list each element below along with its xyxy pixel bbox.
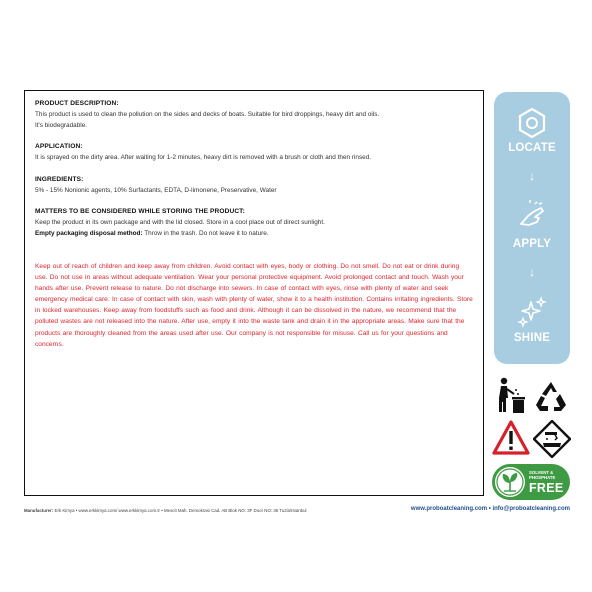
- corrosive-hazard-icon: [533, 420, 571, 458]
- badge-small-line-1: SOLVENT &: [529, 470, 554, 475]
- footer: [24, 506, 570, 516]
- shine-label: SHINE: [513, 332, 551, 344]
- application-section: [35, 143, 473, 164]
- locate-label: LOCATE: [508, 142, 556, 154]
- disposal-line: [35, 229, 473, 240]
- manufacturer-address: Mescit Mah. Demokrasi Cad. AB Blok NO: 3F Door NO: 36 Tuzla/Istanbul: [164, 508, 307, 513]
- manufacturer-info: Manufacturer: Erk Kimya • www.erkkimya.com/ www.erkkimya.com.tr • Mescit Mah. Demokrasi Cad. AB Blok NO: 3F Door NO: 36 Tuzla/Istanbul: [24, 508, 307, 513]
- manufacturer-web[interactable]: www.erkkimya.com/ www.erkkimya.com.tr: [78, 508, 161, 513]
- shine-sparkle-icon: [515, 294, 549, 328]
- ingredients-section: [35, 176, 473, 197]
- leaf-plant-icon: [495, 467, 525, 497]
- apply-label: APPLY: [512, 238, 552, 250]
- solvent-phosphate-free-badge: [492, 464, 570, 500]
- description-line-2: It's biodegradable.: [35, 121, 88, 129]
- application-text: It is sprayed on the dirty area. After waiting for 1-2 minutes, heavy dirt is removed with a brush or cloth and then rinsed.: [35, 154, 372, 161]
- description-section: [35, 100, 473, 131]
- leaf-badge-circle: [495, 467, 525, 497]
- storage-section: [35, 208, 473, 239]
- disposal-text: Throw in the trash. Do not leave it to nature.: [142, 229, 269, 237]
- apply-spray-hand-icon: [515, 198, 549, 232]
- storage-title: MATTERS TO BE CONSIDERED WHILE STORING THE PRODUCT:: [35, 208, 245, 215]
- manufacturer-name: Erk Kimya: [54, 508, 75, 513]
- warning-exclamation-icon: [492, 420, 530, 456]
- arrow-down-icon: ↓: [529, 265, 535, 279]
- ingredients-text: 5% - 15% Nonionic agents, 10% Surfactants, EDTA, D-limonene, Preservative, Water: [35, 186, 277, 194]
- badge-small-line-2: PHOSPHATE: [529, 475, 556, 480]
- contact-links[interactable]: www.proboatcleaning.com • info@proboatcleaning.com: [410, 506, 570, 512]
- manufacturer-label: Manufacturer:: [24, 508, 54, 513]
- recycle-icon: [532, 378, 570, 416]
- application-title: APPLICATION:: [35, 143, 83, 150]
- storage-text: Keep the product in its own package and with the lid closed. Store in a cool place out of direct sunlight.: [35, 219, 325, 226]
- locate-bolt-icon: [515, 106, 549, 140]
- badge-free-text: FREE: [529, 481, 564, 495]
- disposal-label: Empty packaging disposal method:: [35, 229, 143, 237]
- description-line-1: This product is used to clean the pollution on the sides and decks of boats. Suitable for bird droppings, heavy dirt and oils.: [35, 111, 380, 118]
- ingredients-title: INGREDIENTS:: [35, 175, 84, 183]
- arrow-down-icon: ↓: [529, 169, 535, 183]
- trash-disposal-icon: [494, 376, 528, 416]
- warning-text: Keep out of reach of children and keep away from children. Avoid contact with eyes, body or clothing. Do not smell. Do not eat or drink during use. Do not use in areas without adequate ventilation. Wear your personal protective equipment. Avoid prolonged contact and touch. Wash your hands after use. Prevent release to nature. Do not discharge into sewers. In case of contact with eyes, rinse with plenty of water and seek emergency medical care. In case of contact with skin, wash with plenty of water, show it to a health institution. Contains irritating ingredients. Store in locked warehouses. Keep away from foodstuffs such as food and drink. Although it can be dissolved in the nature, we recommend that the polluted wastes are not released into the nature. After use, empty it into the waste tank and drain it in the appropriate areas. Make sure that the products are thoroughly cleaned from the areas used after use. Our company is not responsible for misuse. Call us for your questions and concerns.: [35, 263, 473, 348]
- product-label-box: [24, 90, 484, 496]
- description-title: PRODUCT DESCRIPTION:: [35, 100, 119, 107]
- usage-steps-panel: [494, 92, 570, 364]
- badge-small-text: [529, 470, 555, 480]
